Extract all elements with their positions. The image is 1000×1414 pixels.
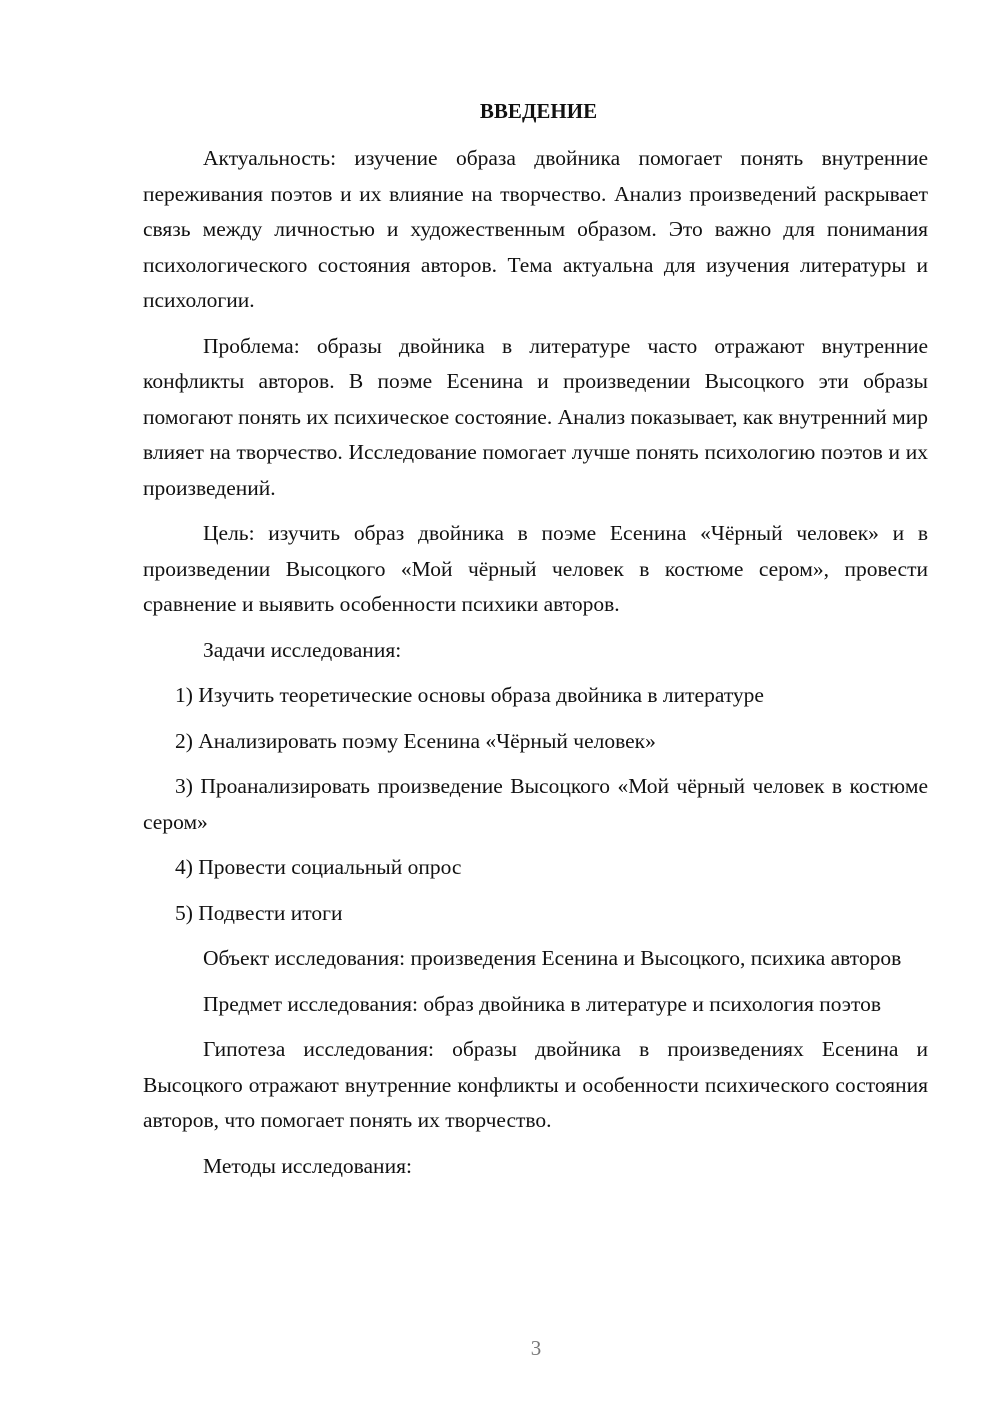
paragraph-subject: Предмет исследования: образ двойника в литературе и психология поэтов [203,991,882,1016]
list-item: 4) Провести социальный опрос [175,855,462,879]
paragraph-problem: Проблема: образы двойника в литературе часто отражают внутренние конфликты авторов. В поэме Есенина и произведении Высоцкого эти образы помогают понять их психическое состояние. Анализ показывает, как внутренний мир влияет на творчество. Исследование помогает лучше понять психологию поэтов и их произведений. [143,333,928,500]
paragraph-object: Объект исследования: произведения Есенина и Высоцкого, психика авторов [203,946,902,970]
page-content [143,97,928,1194]
page-number: 3 [530,1336,542,1360]
tasks-list [143,678,928,931]
paragraph-relevance: Актуальность: изучение образа двойника помогает понять внутренние переживания поэтов и их влияние на творчество. Анализ произведений раскрывает связь между личностью и художественным образом. Это важно для понимания психологического состояния авторов. Тема актуальна для изучения литературы и психологии. [143,146,928,312]
paragraph-tasks-title: Задачи исследования: [203,637,402,662]
list-item: 5) Подвести итоги [175,900,343,925]
section-heading: ВВЕДЕНИЕ [479,99,598,123]
list-item: 2) Анализировать поэму Есенина «Чёрный человек» [175,728,656,753]
list-item: 1) Изучить теоретические основы образа двойника в литературе [175,683,764,707]
paragraph-hypothesis: Гипотеза исследования: образы двойника в произведениях Есенина и Высоцкого отражают внутренние конфликты и особенности психического состояния авторов, что помогает понять их творчество. [143,1037,928,1132]
paragraph-goal: Цель: изучить образ двойника в поэме Есенина «Чёрный человек» и в произведении Высоцкого «Мой чёрный человек в костюме сером», провести сравнение и выявить особенности психики авторов. [143,521,928,616]
paragraph-methods-title: Методы исследования: [203,1153,412,1178]
list-item: 3) Проанализировать произведение Высоцкого «Мой чёрный человек в костюме сером» [143,774,928,834]
